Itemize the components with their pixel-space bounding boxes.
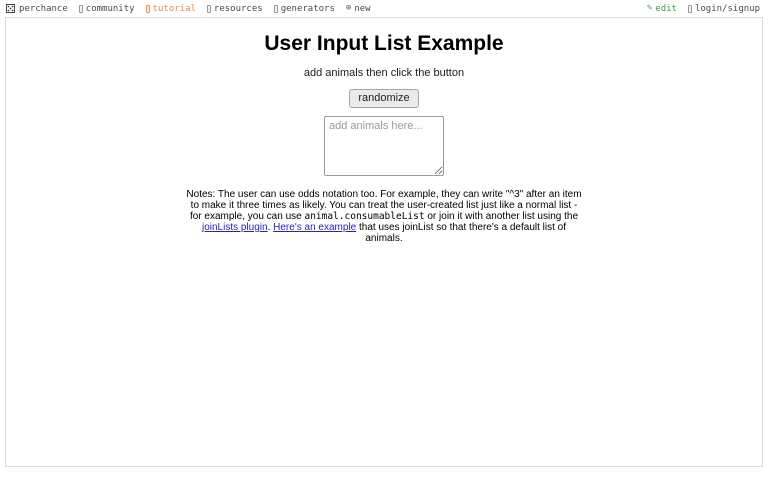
brand-perchance[interactable] bbox=[6, 4, 68, 14]
animals-input[interactable] bbox=[324, 116, 444, 176]
navbar-left bbox=[6, 4, 371, 14]
generator-panel bbox=[5, 17, 763, 467]
tutorial-icon bbox=[146, 5, 150, 13]
notes-text: that uses joinList so that there's a default list of animals. bbox=[356, 222, 567, 244]
notes-code: animal.consumableList bbox=[304, 211, 425, 222]
navbar-right bbox=[647, 4, 760, 14]
subtitle: add animals then click the button bbox=[303, 67, 465, 79]
edit-label: edit bbox=[655, 3, 677, 14]
top-navbar bbox=[0, 0, 768, 17]
pencil-icon: ✎ bbox=[646, 3, 653, 13]
notes-paragraph bbox=[184, 189, 584, 244]
nav-item-label: resources bbox=[213, 3, 263, 14]
edit-link[interactable] bbox=[647, 4, 677, 14]
resources-icon bbox=[207, 5, 211, 13]
login-signup-link[interactable] bbox=[688, 4, 760, 14]
page-title: User Input List Example bbox=[264, 32, 504, 55]
nav-item-label: new bbox=[354, 3, 371, 14]
nav-item-generators[interactable] bbox=[274, 4, 335, 14]
community-icon bbox=[79, 5, 83, 13]
generators-icon bbox=[274, 5, 278, 13]
notes-text: Notes: The user can use odds notation too. For example, they can write "^3" after an item to make it three times as likely. You can treat the user-created list just like a normal list - for example, you can use bbox=[186, 189, 582, 222]
joinlists-plugin-link[interactable]: joinLists plugin bbox=[201, 222, 268, 233]
nav-item-tutorial[interactable] bbox=[146, 4, 196, 14]
user-icon bbox=[688, 5, 692, 13]
login-label: login/signup bbox=[694, 3, 760, 14]
notes-text: or join it with another list using the bbox=[424, 211, 579, 222]
nav-item-resources[interactable] bbox=[207, 4, 263, 14]
nav-item-new[interactable] bbox=[346, 4, 371, 14]
notes-text: . bbox=[267, 222, 274, 233]
example-link[interactable]: Here's an example bbox=[273, 222, 357, 233]
brand-label: perchance bbox=[19, 3, 68, 14]
plus-circle-icon: ⊕ bbox=[345, 3, 352, 13]
nav-item-label: generators bbox=[280, 3, 335, 14]
nav-item-label: community bbox=[85, 3, 135, 14]
perchance-logo-icon bbox=[6, 4, 15, 13]
nav-item-community[interactable] bbox=[79, 4, 135, 14]
randomize-button[interactable]: randomize bbox=[349, 89, 418, 108]
nav-item-label: tutorial bbox=[152, 3, 196, 14]
